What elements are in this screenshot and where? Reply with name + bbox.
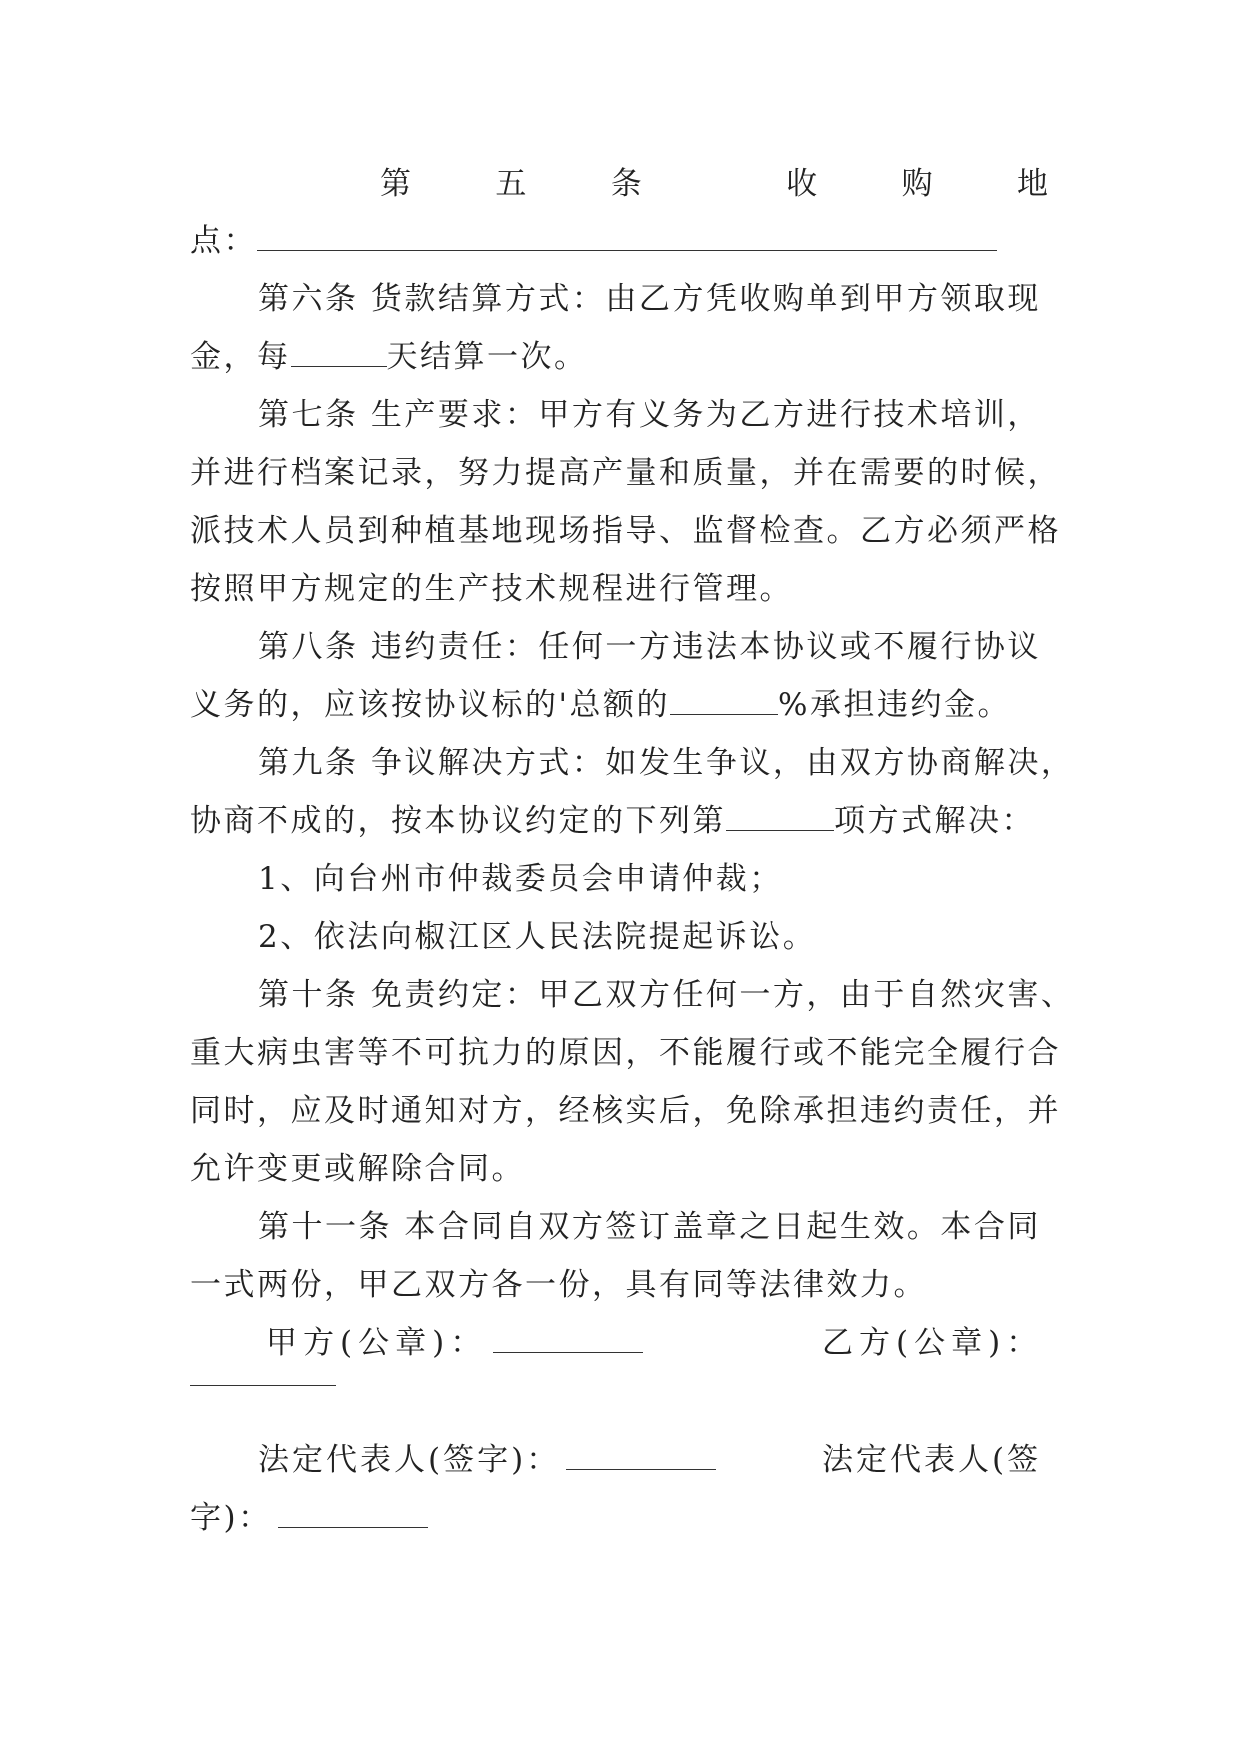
party-a-seal-line: 甲方(公章)： xyxy=(266,1319,666,1367)
article-7-line-3: 派技术人员到种植基地现场指导、监督检查。乙方必须严格 xyxy=(190,513,1061,549)
article-5-char: 地 xyxy=(1016,166,1048,202)
article-8-line-1: 第八条 违约责任：任何一方违法本协议或不履行协议 xyxy=(258,629,1041,665)
party-b-seal-blank[interactable] xyxy=(190,1384,336,1386)
article-5-char: 第 xyxy=(380,166,411,202)
article-10-line-4: 允许变更或解除合同。 xyxy=(190,1151,525,1187)
party-b-seal-line: 乙方(公章)： xyxy=(822,1325,1044,1361)
purchase-location-blank[interactable] xyxy=(257,218,997,251)
article-6-line-2: 金，每 天结算一次。 xyxy=(190,333,1050,381)
article-5-char: 购 xyxy=(901,166,933,202)
article-11-line-1: 第十一条 本合同自双方签订盖章之日起生效。本合同 xyxy=(258,1209,1041,1245)
article-7-line-2: 并进行档案记录，努力提高产量和质量，并在需要的时候， xyxy=(190,455,1061,491)
dispute-option-blank[interactable] xyxy=(726,798,834,831)
article-9-option-1: 1、向台州市仲裁委员会申请仲裁； xyxy=(258,861,783,897)
rep-b-sign-continuation: 字)： xyxy=(190,1494,1050,1542)
article-9-line-2: 协商不成的，按本协议约定的下列第 项方式解决： xyxy=(190,797,1050,845)
article-5-heading xyxy=(380,160,1048,208)
article-7-line-1: 第七条 生产要求：甲方有义务为乙方进行技术培训， xyxy=(258,397,1041,433)
article-5-char: 五 xyxy=(495,166,527,202)
article-9-line-1: 第九条 争议解决方式：如发生争议，由双方协商解决， xyxy=(258,745,1075,781)
rep-a-sign-blank[interactable] xyxy=(566,1437,716,1470)
article-5-char: 收 xyxy=(786,166,818,202)
rep-a-sign-line: 法定代表人(签字)： xyxy=(258,1436,758,1484)
article-9-option-2: 2、依法向椒江区人民法院提起诉讼。 xyxy=(258,919,817,955)
rep-b-sign-blank[interactable] xyxy=(278,1495,428,1528)
article-5-continuation: 点： xyxy=(190,217,1050,265)
rep-b-sign-line: 法定代表人(签 xyxy=(822,1442,1042,1478)
article-7-line-4: 按照甲方规定的生产技术规程进行管理。 xyxy=(190,571,793,607)
article-6-line-1: 第六条 货款结算方式：由乙方凭收购单到甲方领取现 xyxy=(258,281,1041,317)
article-8-line-2: 义务的，应该按协议标的'总额的 %承担违约金。 xyxy=(190,681,1050,729)
article-5-char: 条 xyxy=(610,166,642,202)
settlement-days-blank[interactable] xyxy=(291,334,387,367)
party-a-seal-blank[interactable] xyxy=(493,1320,643,1353)
article-10-line-3: 同时，应及时通知对方，经核实后，免除承担违约责任，并 xyxy=(190,1093,1061,1129)
penalty-percent-blank[interactable] xyxy=(670,682,778,715)
article-10-line-2: 重大病虫害等不可抗力的原因，不能履行或不能完全履行合 xyxy=(190,1035,1061,1071)
article-10-line-1: 第十条 免责约定：甲乙双方任何一方，由于自然灾害、 xyxy=(258,977,1075,1013)
article-11-line-2: 一式两份，甲乙双方各一份，具有同等法律效力。 xyxy=(190,1267,927,1303)
